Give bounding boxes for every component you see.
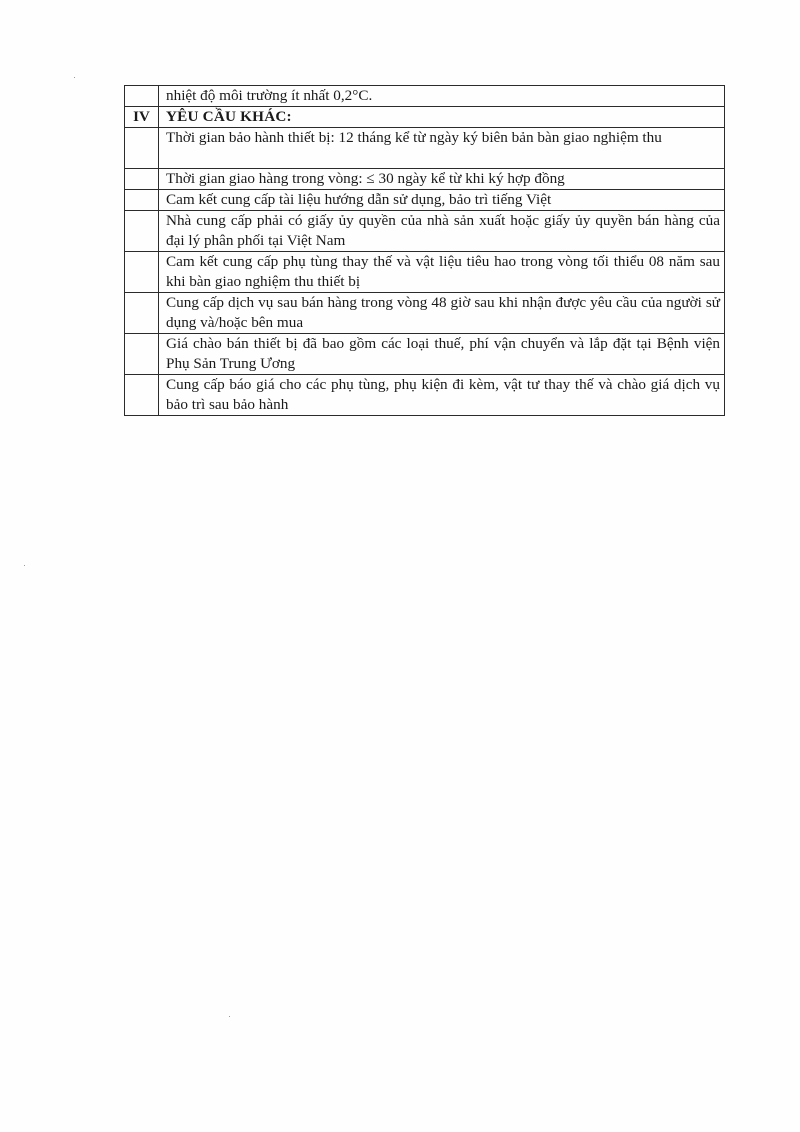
row-number-cell	[125, 293, 159, 334]
table-row	[125, 128, 725, 169]
section-number: IV	[125, 107, 159, 128]
table-row	[125, 334, 725, 375]
scan-speck	[74, 77, 75, 78]
table-row	[125, 293, 725, 334]
table-row	[125, 169, 725, 190]
row-number-cell	[125, 128, 159, 169]
row-text-cell: Giá chào bán thiết bị đã bao gồm các loại thuế, phí vận chuyển và lắp đặt tại Bệnh viện Phụ Sản Trung Ương	[159, 334, 725, 375]
section-title: YÊU CẦU KHÁC:	[159, 107, 725, 128]
requirements-table	[124, 85, 725, 416]
row-text-cell: nhiệt độ môi trường ít nhất 0,2°C.	[159, 86, 725, 107]
table-row	[125, 86, 725, 107]
row-number-cell	[125, 190, 159, 211]
row-number-cell	[125, 169, 159, 190]
row-text-cell: Cam kết cung cấp tài liệu hướng dẫn sử dụng, bảo trì tiếng Việt	[159, 190, 725, 211]
table-row	[125, 252, 725, 293]
row-number-cell	[125, 375, 159, 416]
row-text-cell: Nhà cung cấp phải có giấy ủy quyền của nhà sản xuất hoặc giấy ủy quyền bán hàng của đại lý phân phối tại Việt Nam	[159, 211, 725, 252]
row-text-cell: Thời gian bảo hành thiết bị: 12 tháng kể từ ngày ký biên bản bàn giao nghiệm thu	[159, 128, 725, 169]
table-row	[125, 375, 725, 416]
table-row	[125, 211, 725, 252]
scan-speck	[229, 1016, 230, 1017]
row-number-cell	[125, 252, 159, 293]
row-text-cell: Cung cấp dịch vụ sau bán hàng trong vòng 48 giờ sau khi nhận được yêu cầu của người sử dụng và/hoặc bên mua	[159, 293, 725, 334]
row-text-cell: Cung cấp báo giá cho các phụ tùng, phụ kiện đi kèm, vật tư thay thế và chào giá dịch vụ bảo trì sau bảo hành	[159, 375, 725, 416]
row-number-cell	[125, 211, 159, 252]
row-number-cell	[125, 86, 159, 107]
table-row	[125, 190, 725, 211]
row-number-cell	[125, 334, 159, 375]
row-text-cell: Cam kết cung cấp phụ tùng thay thế và vật liệu tiêu hao trong vòng tối thiểu 08 năm sau khi bàn giao nghiệm thu thiết bị	[159, 252, 725, 293]
scan-speck	[24, 565, 25, 566]
row-text-cell: Thời gian giao hàng trong vòng: ≤ 30 ngày kể từ khi ký hợp đồng	[159, 169, 725, 190]
section-header-row	[125, 107, 725, 128]
